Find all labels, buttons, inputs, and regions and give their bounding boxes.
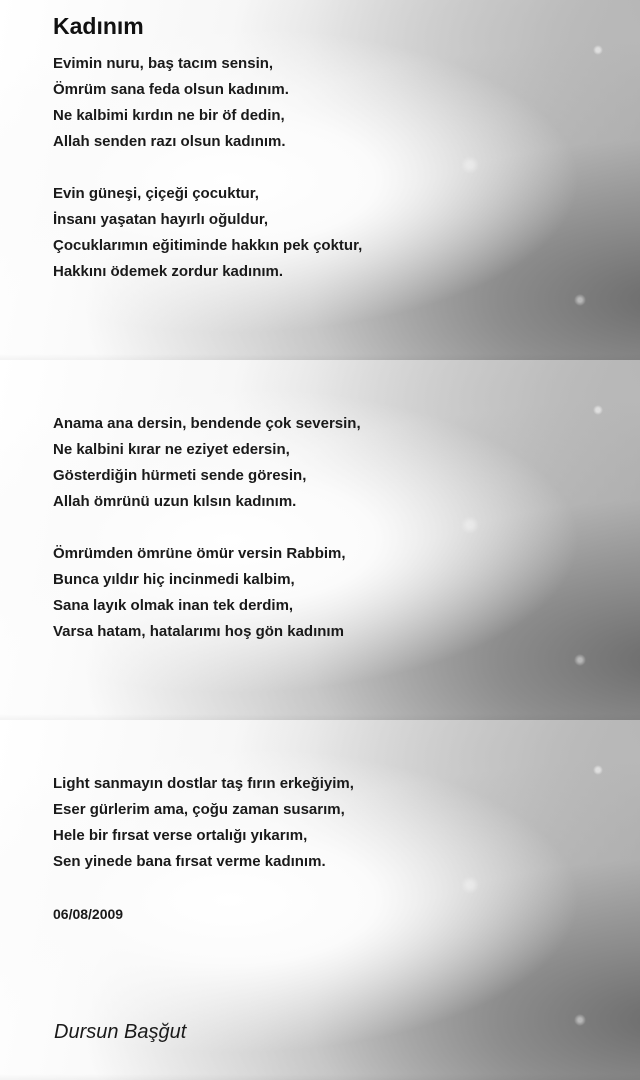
poem-line: İnsanı yaşatan hayırlı oğuldur, [53,211,269,228]
poem-line: Sen yinede bana fırsat verme kadınım. [53,853,326,870]
poem-panel-3 [0,720,640,1080]
poem-line: Anama ana dersin, bendende çok seversin, [53,415,361,432]
poem-line: Sana layık olmak inan tek derdim, [53,597,294,614]
poem-line: Hele bir fırsat verse ortalığı yıkarım, [53,827,308,844]
poem-line: Hakkını ödemek zordur kadınım. [53,263,284,280]
stanza-4 [53,541,346,645]
poem-line: Gösterdiğin hürmeti sende göresin, [53,467,307,484]
poem-line: Eser gürlerim ama, çoğu zaman susarım, [53,801,345,818]
poem-title: Kadınım [53,13,144,39]
stanza-5 [53,771,354,875]
poem-date: 06/08/2009 [53,906,124,922]
stanza-2 [53,181,362,285]
poem-author: Dursun Başğut [54,1021,187,1043]
poem-line: Evin güneşi, çiçeği çocuktur, [53,185,259,202]
poem-line: Allah ömrünü uzun kılsın kadınım. [53,493,297,510]
poem-line: Varsa hatam, hatalarımı hoş gön kadınım [53,623,344,640]
poem-line: Evimin nuru, baş tacım sensin, [53,55,274,72]
poem-line: Ömrüm sana feda olsun kadınım. [53,81,289,98]
poem-panel-1 [0,0,640,360]
poem-panel-2 [0,360,640,720]
poem-line: Bunca yıldır hiç incinmedi kalbim, [53,571,295,588]
poem-line: Çocuklarımın eğitiminde hakkın pek çoktur, [53,237,363,254]
stanza-1 [53,51,289,155]
poem-line: Ne kalbimi kırdın ne bir öf dedin, [53,107,285,124]
poem-line: Light sanmayın dostlar taş fırın erkeğiyim, [53,775,354,792]
poem-line: Ne kalbini kırar ne eziyet edersin, [53,441,290,458]
poem-line: Ömrümden ömrüne ömür versin Rabbim, [53,545,346,562]
stanza-3 [53,411,361,515]
poem-line: Allah senden razı olsun kadınım. [53,133,286,150]
